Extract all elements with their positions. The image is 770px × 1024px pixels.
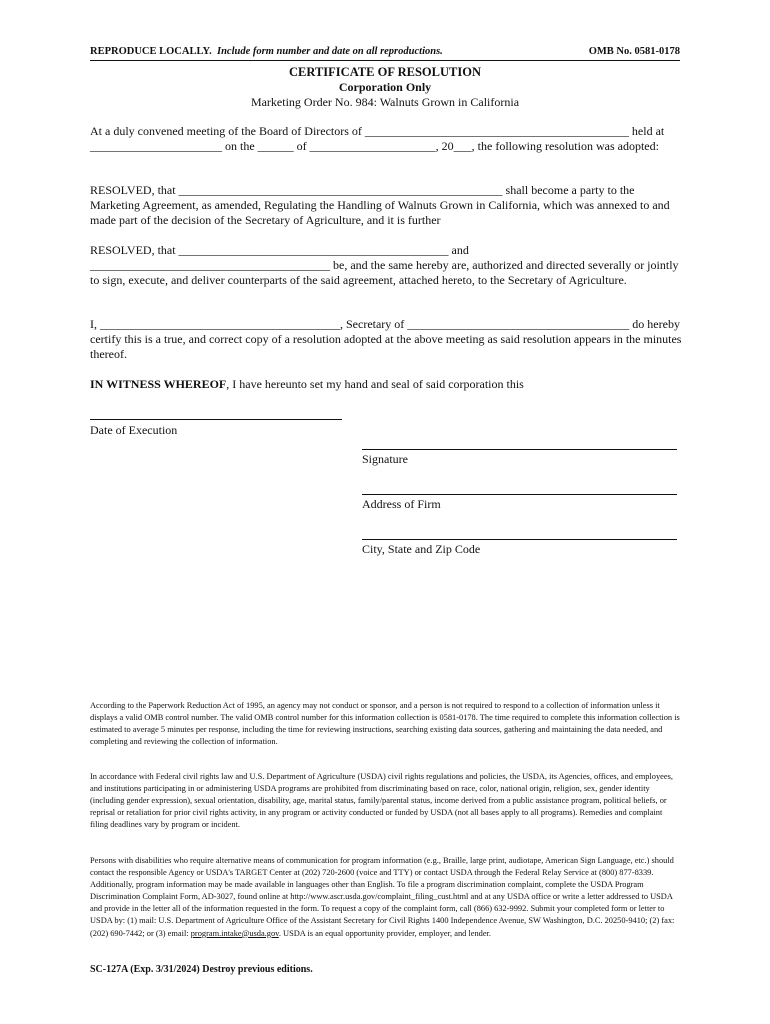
disability-notice	[90, 855, 680, 940]
date-of-execution-label: Date of Execution	[90, 423, 178, 437]
reproduce-label: REPRODUCE LOCALLY.	[90, 46, 212, 57]
witness-paragraph	[90, 377, 682, 392]
witness-heading: IN WITNESS WHEREOF	[90, 377, 227, 391]
address-label: Address of Firm	[362, 497, 441, 511]
email-link[interactable]: program.intake@usda.gov	[190, 928, 279, 938]
form-footer: SC-127A (Exp. 3/31/2024) Destroy previous editions.	[90, 964, 313, 975]
form-header	[90, 46, 680, 61]
city-state-zip-label: City, State and Zip Code	[362, 542, 481, 556]
signature-label: Signature	[362, 452, 408, 466]
civil-rights-notice: In accordance with Federal civil rights law and U.S. Department of Agriculture (USDA) civil rights regulations and policies, the USDA, its Agencies, offices, and employees, and institutions participating in or administering USDA programs are prohibited from discriminating based on race, color, national origin, religion, sex, gender identity (including gender expression), sexual orientation, disability, age, marital status, family/parental status, income derived from a public assistance program, political beliefs, or reprisal or retaliation for prior civil rights activity, in any program or activity conducted or funded by USDA (not all bases apply to all programs). Remedies and complaint filing deadlines vary by program or incident.	[90, 772, 673, 830]
omb-number: OMB No. 0581-0178	[588, 46, 680, 57]
disability-text: Persons with disabilities who require alternative means of communication for program information (e.g., Braille, large print, audiotape, American Sign Language, etc.) should contact the responsible Agency or USDA's TARGET Center at (202) 720-2600 (voice and TTY) or contact USDA through the Federal Relay Service at (800) 877-8339. Additionally, program information may be made available in languages other than English. To file a program discrimination complaint, complete the USDA Program Discrimination Complaint Form, AD-3027, found online at http://www.ascr.usda.gov/complaint_filing_cust.html and at any USDA office or write a letter addressed to USDA and provide in the letter all of the information requested in the form. To request a copy of the complaint form, call (866) 632-9992. Submit your completed form or letter to USDA by: (1) mail: U.S. Department of Agriculture Office of the Assistant Secretary for Civil Rights 1400 Independence Avenue, SW Washington, D.C. 20250-9410; (2) fax: (202) 690-7442; or (3) email:	[90, 856, 675, 938]
reproduce-instruction: Include form number and date on all reproductions.	[217, 46, 443, 57]
signature-line[interactable]	[362, 449, 677, 450]
page-title: CERTIFICATE OF RESOLUTION	[289, 65, 481, 79]
meeting-paragraph: At a duly convened meeting of the Board of Directors of ____________________________________________ held at ______________________ on the ______ of _____________________, 20___, the following resolution was adopted:	[90, 124, 665, 153]
city-state-zip-line[interactable]	[362, 539, 677, 540]
resolved-paragraph-1: RESOLVED, that ______________________________________________________ shall become a party to the Marketing Agreement, as amended, Regulating the Handling of Walnuts Grown in California, which was annexed to and made part of the decision of the Secretary of Agriculture, and it is further	[90, 183, 670, 227]
address-line[interactable]	[362, 494, 677, 495]
resolved-paragraph-2: RESOLVED, that _____________________________________________ and ________________________________________ be, and the same hereby are, authorized and directed severally or jointly to sign, execute, and deliver counterparts of the said agreement, attached hereto, to the Secretary of Agriculture.	[90, 243, 679, 287]
disability-text-end: . USDA is an equal opportunity provider, employer, and lender.	[278, 928, 491, 938]
secretary-certification: I, ________________________________________, Secretary of _____________________________________ do hereby certify this is a true, and correct copy of a resolution adopted at the above meeting as said resolution appears in the minutes thereof.	[90, 317, 682, 361]
date-of-execution-line[interactable]	[90, 419, 342, 420]
page-subtitle: Corporation Only	[338, 80, 432, 94]
reproduce-note	[90, 46, 443, 57]
witness-text: , I have hereunto set my hand and seal of said corporation this	[226, 377, 524, 391]
paperwork-reduction-notice: According to the Paperwork Reduction Act of 1995, an agency may not conduct or sponsor, and a person is not required to respond to a collection of information unless it displays a valid OMB control number. The valid OMB control number for this information collection is 0581-0178. The time required to complete this information collection is estimated to average 5 minutes per response, including the time for reviewing instructions, searching existing data sources, gathering and maintaining the data needed, and completing and reviewing the collection of information.	[90, 701, 680, 747]
marketing-order: Marketing Order No. 984: Walnuts Grown in California	[250, 95, 520, 109]
